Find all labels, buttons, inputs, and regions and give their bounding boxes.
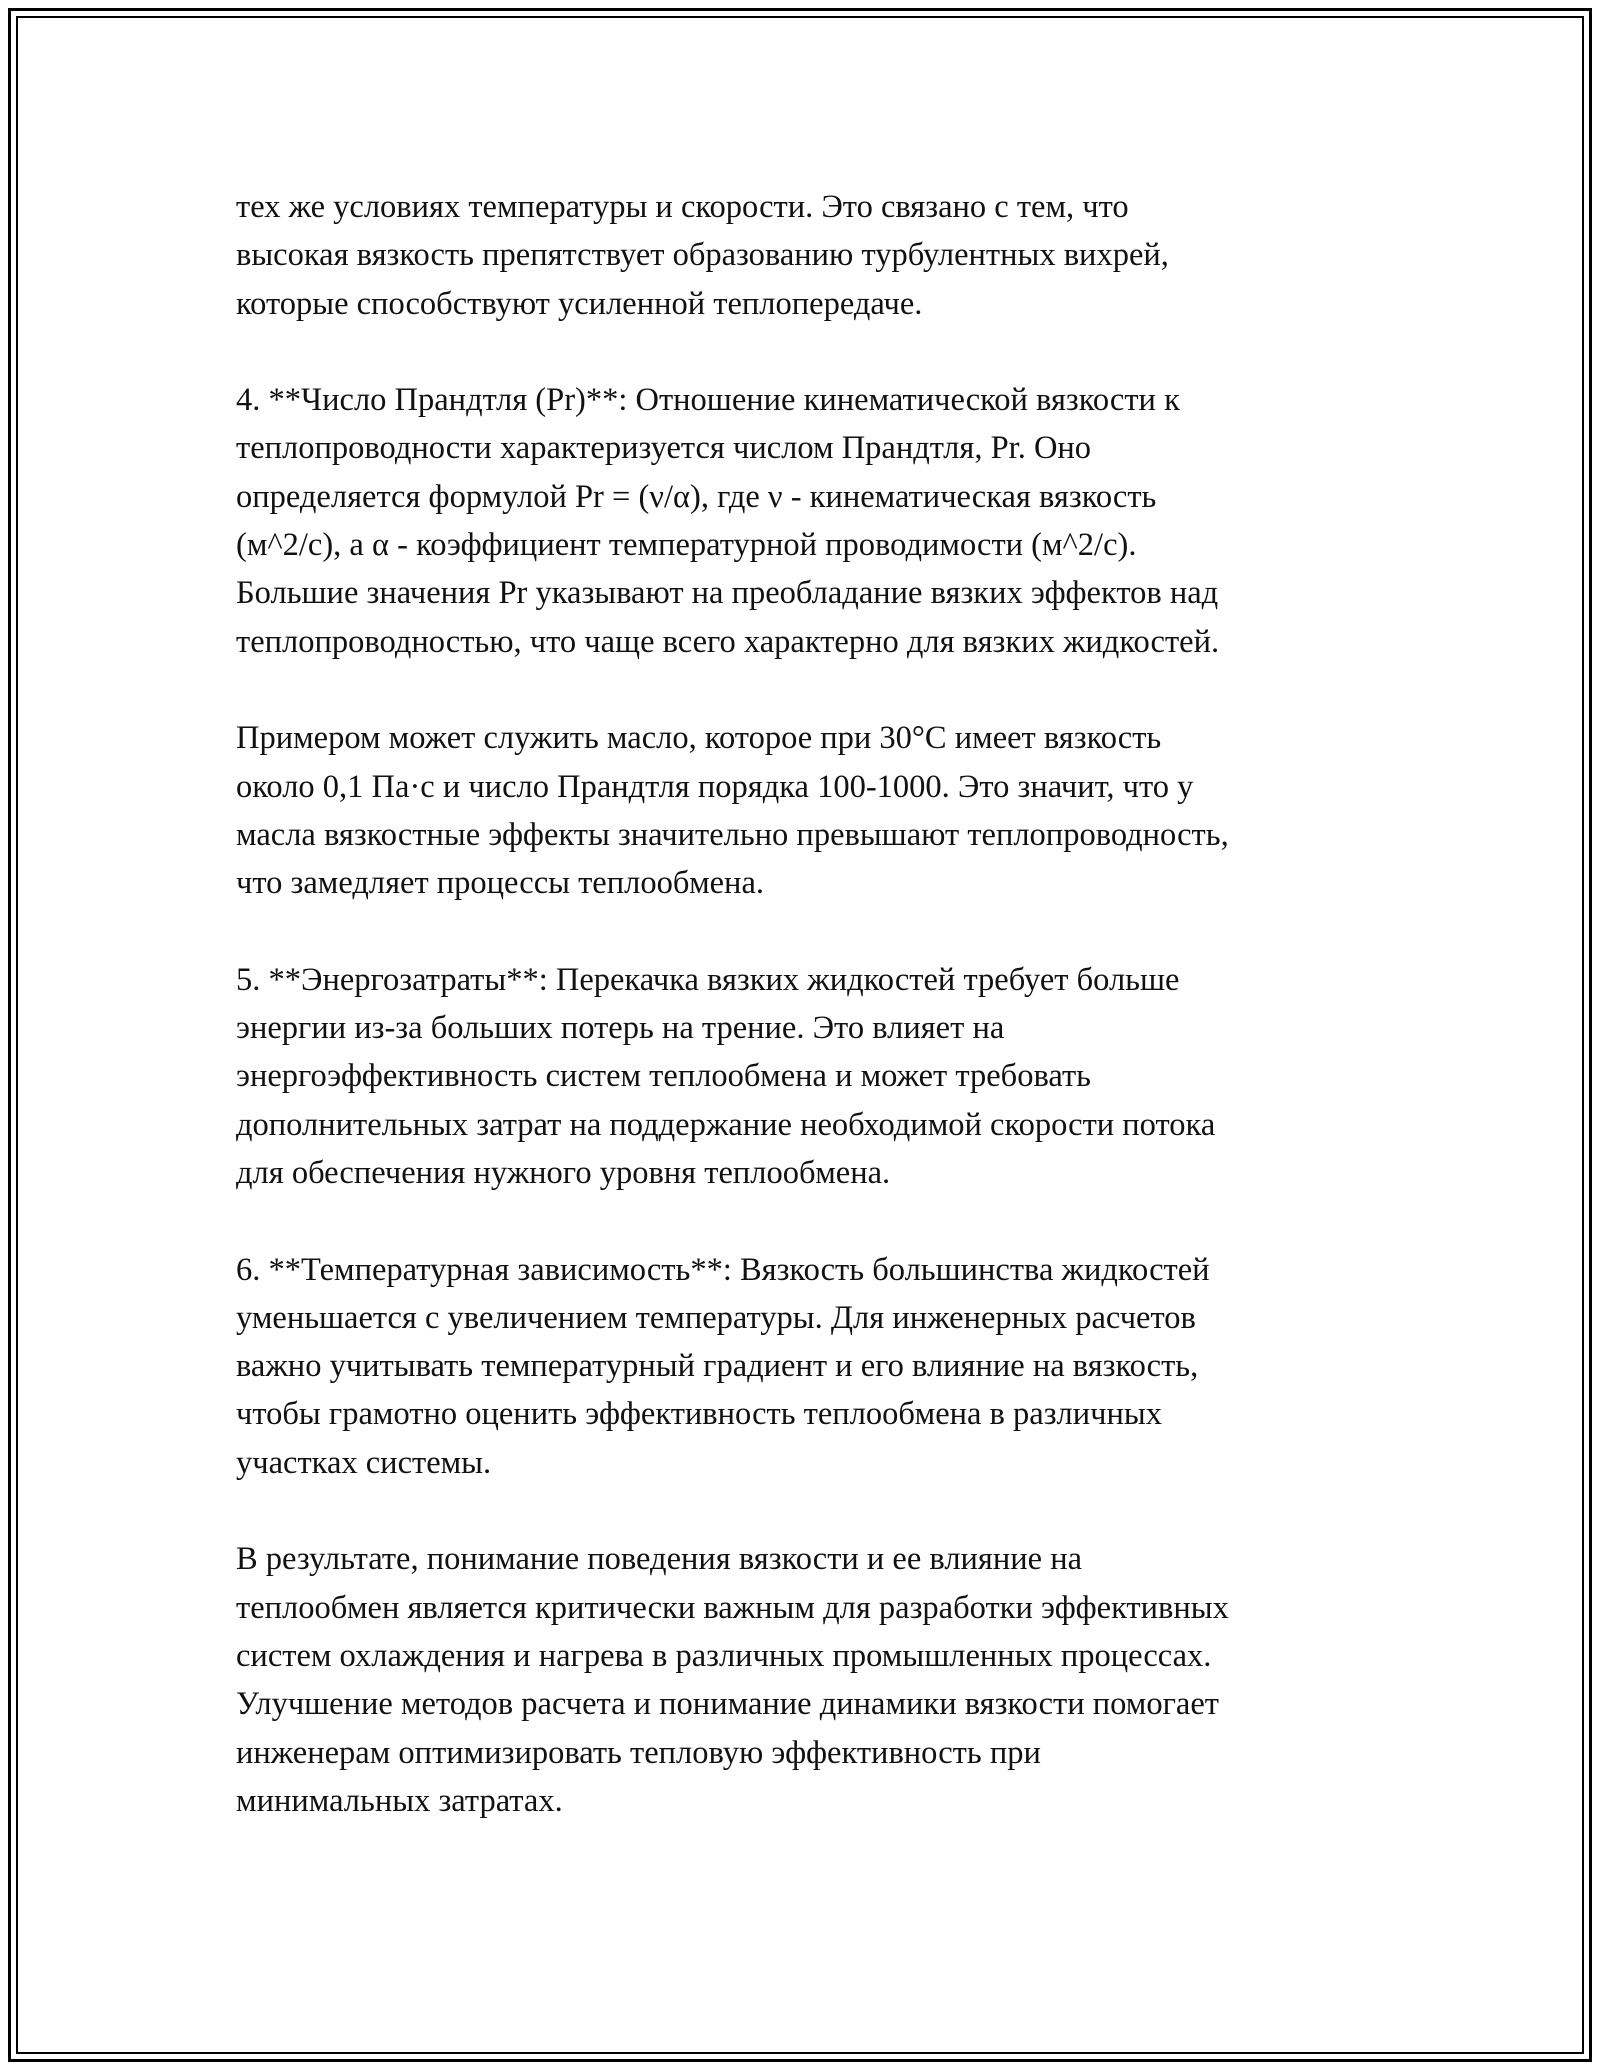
text-line: 6. **Температурная зависимость**: Вязкость большинства жидкостей [236,1251,1210,1288]
text-line: 4. **Число Прандтля (Pr)**: Отношение кинематической вязкости к [236,382,1180,419]
text-line: уменьшается с увеличением температуры. Для инженерных расчетов [236,1299,1196,1336]
text-line: которые способствуют усиленной теплопередаче. [236,285,923,322]
text-line: теплообмен является критически важным для разработки эффективных [236,1589,1229,1626]
text-line: важно учитывать температурный градиент и его влияние на вязкость, [236,1348,1199,1385]
paragraph-energy-costs [236,956,1386,1197]
text-line: теплопроводностью, что чаще всего характерно для вязких жидкостей. [236,623,1220,660]
paragraph-gap [236,1487,1386,1535]
paragraph-oil-example [236,714,1386,907]
paragraph-gap [236,328,1386,376]
text-line: дополнительных затрат на поддержание необходимой скорости потока [236,1106,1216,1143]
paragraph-gap [236,1197,1386,1245]
text-line: около 0,1 Па·с и число Прандтля порядка 100-1000. Это значит, что у [236,768,1194,805]
text-line: 5. **Энергозатраты**: Перекачка вязких жидкостей требует больше [236,961,1180,998]
text-line: тех же условиях температуры и скорости. Это связано с тем, что [236,189,1129,225]
text-line: энергоэффективность систем теплообмена и может требовать [236,1058,1091,1095]
paragraph-conclusion [236,1535,1386,1825]
text-line: для обеспечения нужного уровня теплообмена. [236,1154,891,1191]
text-line: участках системы. [236,1444,492,1481]
paragraph-gap [236,666,1386,714]
text-line: систем охлаждения и нагрева в различных промышленных процессах. [236,1637,1212,1674]
paragraph-gap [236,907,1386,955]
text-line: определяется формулой Pr = (ν/α), где ν - кинематическая вязкость [236,478,1157,515]
paragraph-continuation [236,183,1386,328]
text-line: теплопроводности характеризуется числом Прандтля, Pr. Оно [236,430,1092,467]
text-line: Большие значения Pr указывают на преобладание вязких эффектов над [236,575,1219,612]
text-line: инженерам оптимизировать тепловую эффективность при [236,1734,1041,1771]
text-line: что замедляет процессы теплообмена. [236,865,764,902]
text-line: масла вязкостные эффекты значительно превышают теплопроводность, [236,816,1229,853]
text-line: В результате, понимание поведения вязкости и ее влияние на [236,1541,1083,1578]
document-body [236,183,1386,1825]
text-line: минимальных затратах. [236,1782,563,1819]
text-line: высокая вязкость препятствует образованию турбулентных вихрей, [236,237,1169,274]
text-line: Улучшение методов расчета и понимание динамики вязкости помогает [236,1686,1219,1723]
paragraph-temperature-dependence [236,1246,1386,1487]
paragraph-prandtl-number [236,376,1386,666]
text-line: (м^2/с), а α - коэффициент температурной проводимости (м^2/с). [236,527,1137,564]
text-line: чтобы грамотно оценить эффективность теплообмена в различных [236,1396,1162,1433]
text-line: Примером может служить масло, которое при 30°С имеет вязкость [236,720,1162,757]
text-line: энергии из-за больших потерь на трение. Это влияет на [236,1010,1005,1047]
